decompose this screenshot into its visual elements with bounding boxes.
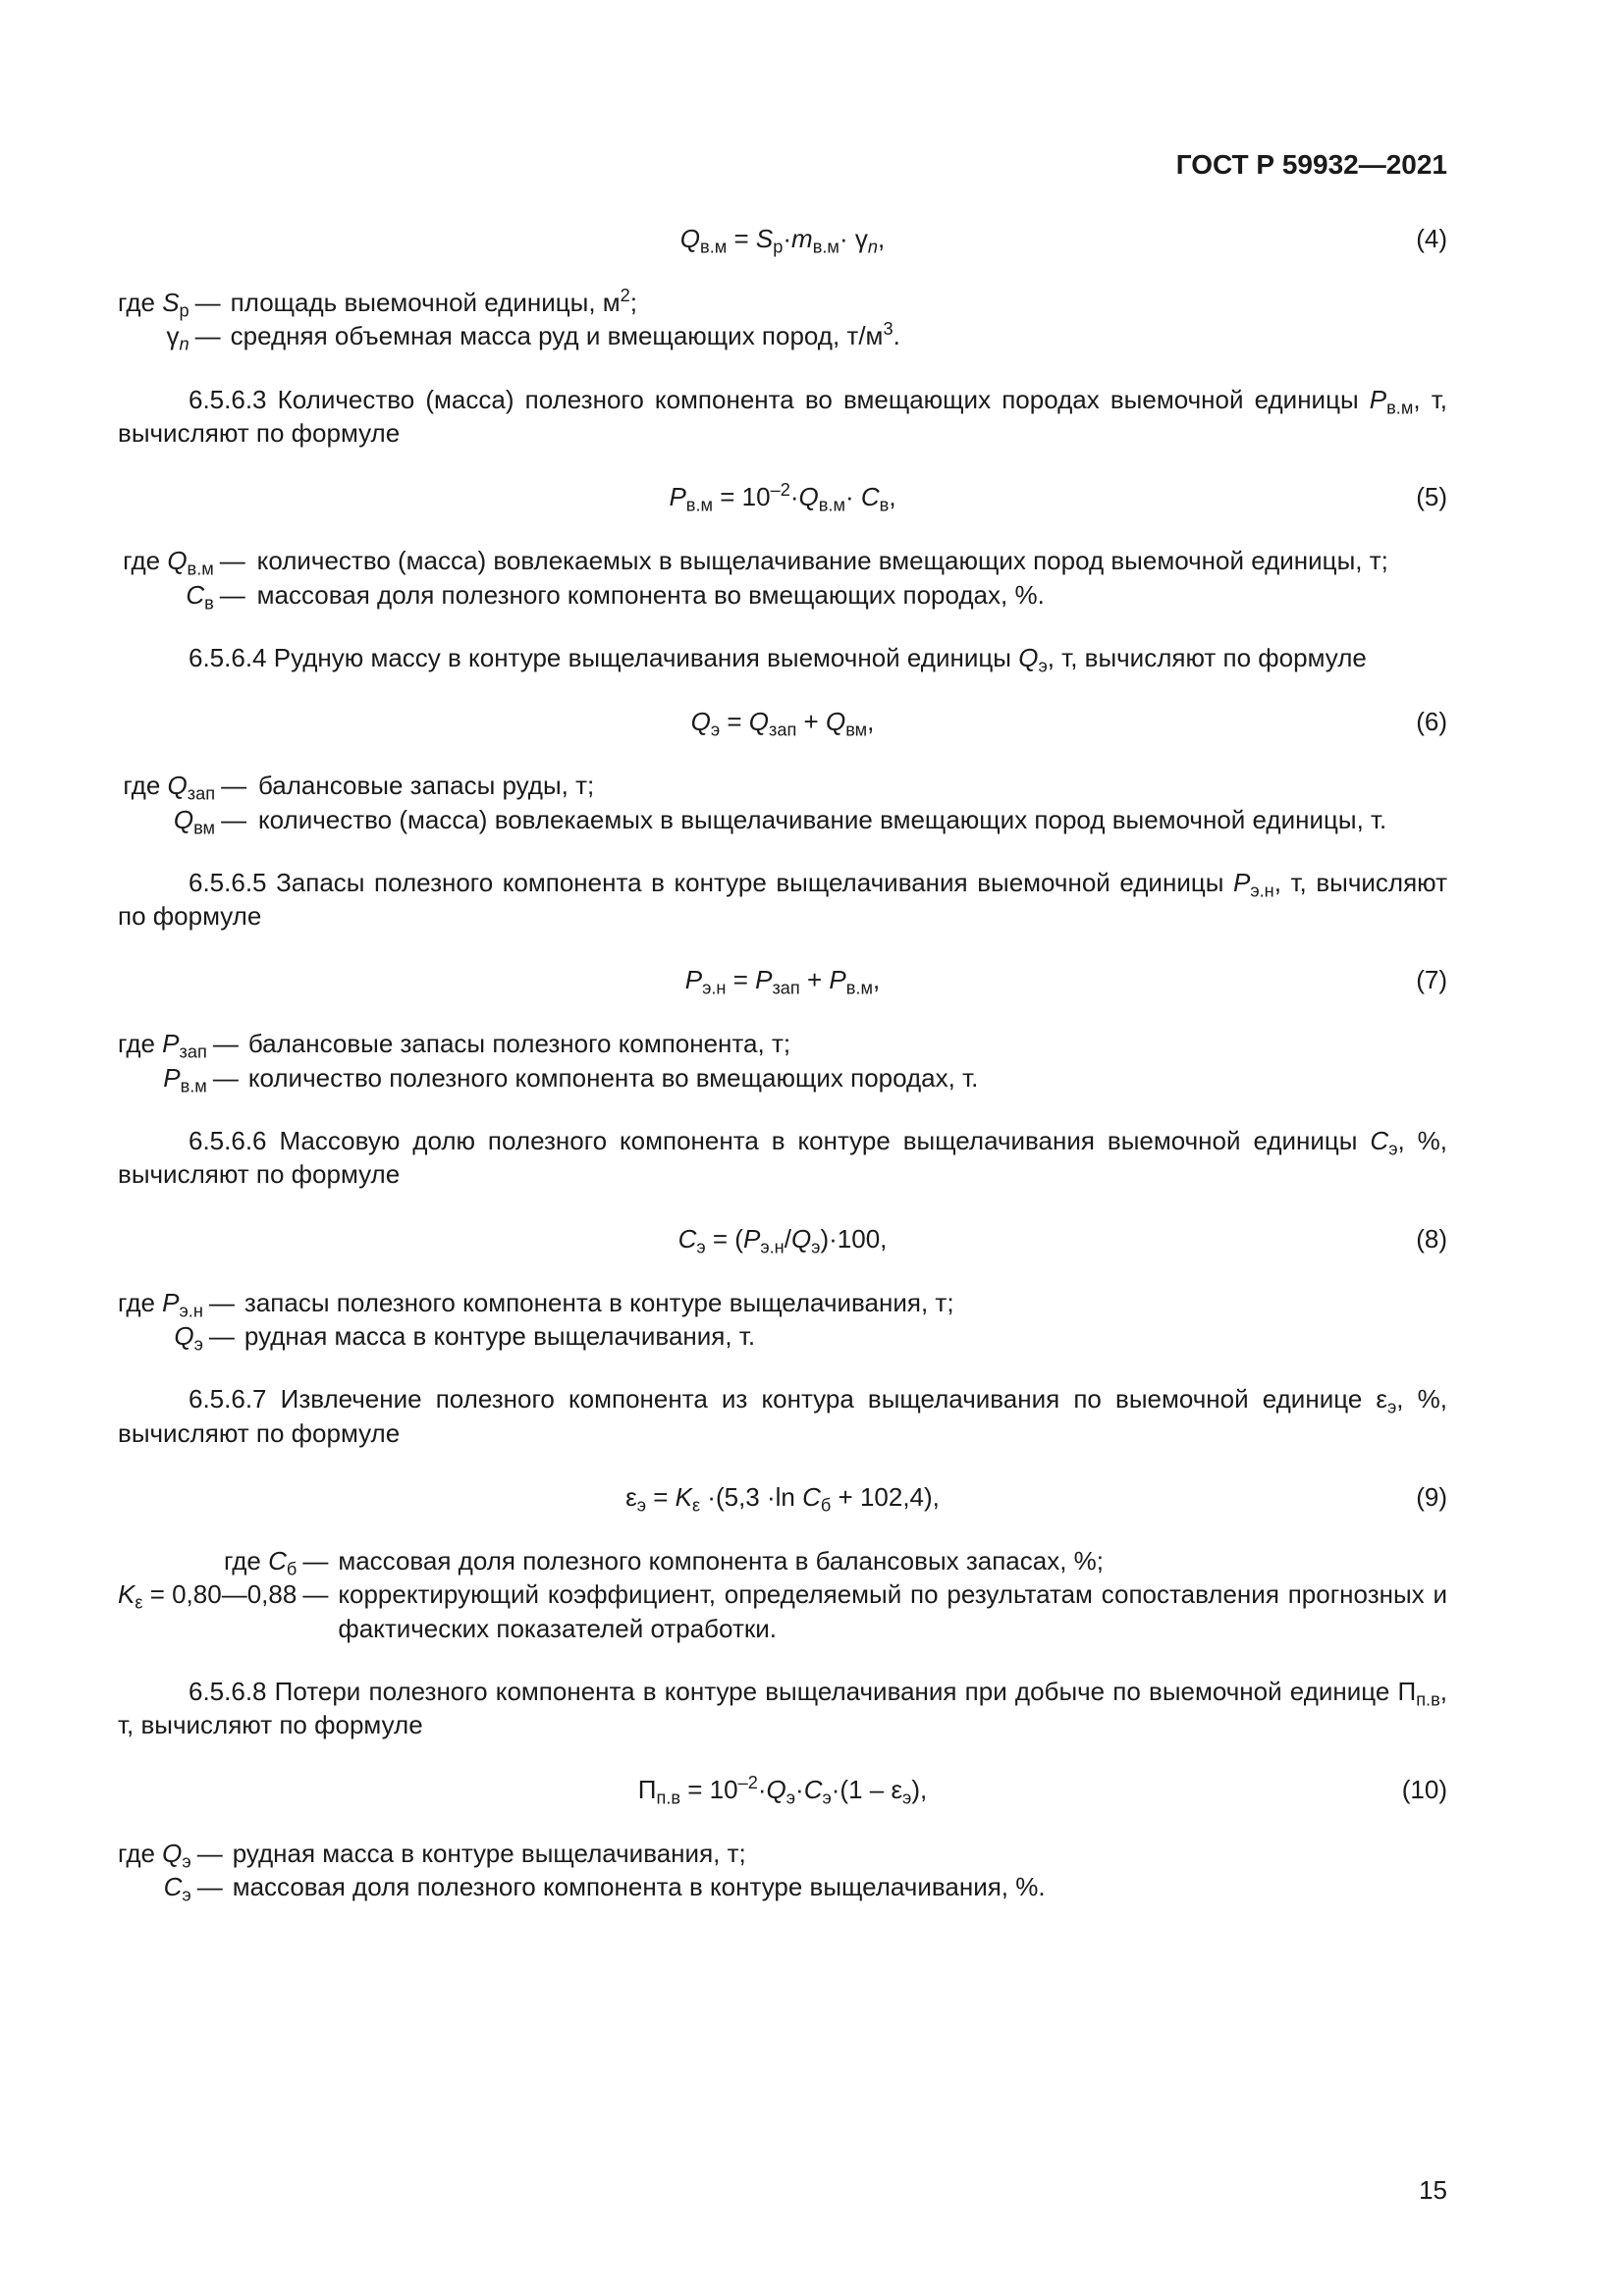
definitions-9: где $C_б$ — массовая доля полезного компонента в балансовых запасах, %; $K_\varepsilon$ = 0,80—0,88 — корректирующий коэффициент, определяемый по результатам сопоставления прогнозных и фактических показателей отработки. — [118, 1544, 1447, 1645]
def-symbol-qzap: где $Q_{зап}$ — [123, 771, 216, 804]
def-text-qe: рудная масса в контуре выщелачивания, т. — [244, 1321, 756, 1351]
formula-5 — [118, 479, 1447, 514]
formula-6-number: (6) — [1416, 707, 1447, 737]
def-text-qvm: количество (масса) вовлекаемых в выщелачивание вмещающих пород выемочной единицы, т; — [256, 546, 1388, 576]
def-symbol-sp: где $S_р$ — [118, 288, 189, 321]
paragraph-6-5-6-5: 6.5.6.5 Запасы полезного компонента в контуре выщелачивания выемочной единицы $P_{э.н}$, т, вычисляют по формуле — [118, 867, 1447, 932]
def-text-pen: запасы полезного компонента в контуре выщелачивания, т; — [244, 1287, 954, 1317]
definitions-6: где $Q_{зап}$ — балансовые запасы руды, т; $Q_{вм}$ — количество (масса) вовлекаемых в выщелачивание вмещающих пород выемочной единицы, т. — [118, 769, 1447, 836]
formula-6-expression: $Q_э = Q_{зап} + Q_{вм}$, — [690, 707, 875, 740]
def-symbol-qvm2: $Q_{вм}$ — [173, 804, 216, 837]
formula-6 — [118, 704, 1447, 739]
definitions-5: где $Q_{в.м}$ — количество (масса) вовлекаемых в выщелачивание вмещающих пород выемочной единицы, т; $C_в$ — массовая доля полезного компонента во вмещающих породах, %. — [118, 544, 1447, 612]
def-symbol-ce: $C_э$ — [163, 1871, 191, 1905]
def-text-k: корректирующий коэффициент, определяемый по результатам сопоставления прогнозных и фактических показателей отработки. — [338, 1579, 1447, 1643]
def-symbol-pen: где $P_{э.н}$ — [118, 1287, 203, 1321]
formula-7-expression: $P_{э.н} = P_{зап} + P_{в.м}$, — [684, 965, 881, 998]
def-text-cv: массовая доля полезного компонента во вмещающих породах, %. — [256, 579, 1045, 610]
def-text-ce: массовая доля полезного компонента в контуре выщелачивания, %. — [232, 1871, 1046, 1901]
def-text-gamma: средняя объемная масса руд и вмещающих пород, $т/м^3$. — [230, 319, 900, 351]
def-symbol-qe2: где $Q_э$ — [118, 1838, 191, 1871]
def-text-qzap: балансовые запасы руды, т; — [257, 771, 595, 801]
formula-5-number: (5) — [1416, 482, 1447, 512]
formula-8-expression: $C_э = (P_{э.н}/Q_э)\cdot 100$, — [677, 1223, 888, 1257]
def-symbol-qe: $Q_э$ — [174, 1321, 203, 1355]
formula-4-number: (4) — [1416, 224, 1447, 253]
def-symbol-gamma: $\gamma_n$ — [166, 321, 189, 354]
definitions-10: где $Q_э$ — рудная масса в контуре выщелачивания, т; $C_э$ — массовая доля полезного компонента в контуре выщелачивания, %. — [118, 1838, 1046, 1905]
def-text-cb: массовая доля полезного компонента в балансовых запасах, %; — [338, 1545, 1105, 1575]
definitions-7: где $P_{зап}$ — балансовые запасы полезного компонента, т; $P_{в.м}$ — количество полезного компонента во вмещающих породах, т. — [118, 1029, 979, 1096]
definitions-8: где $P_{э.н}$ — запасы полезного компонента в контуре выщелачивания, т; $Q_э$ — рудная масса в контуре выщелачивания, т. — [118, 1287, 954, 1355]
formula-9-number: (9) — [1416, 1481, 1447, 1512]
formula-4-expression: $Q_{в.м} = S_р\cdot m_{в.м}\cdot \gamma_n$, — [679, 224, 886, 257]
def-symbol-pvm: $P_{в.м}$ — [163, 1062, 207, 1096]
def-symbol-cv: $C_в$ — [186, 579, 214, 614]
page-number: 15 — [1419, 2175, 1447, 2205]
formula-8-number: (8) — [1416, 1223, 1447, 1254]
formula-5-expression: $P_{в.м} = 10^{-2}\cdot Q_{в.м}\cdot C_в$, — [669, 480, 896, 515]
paragraph-6-5-6-8: 6.5.6.8 Потери полезного компонента в контуре выщелачивания при добыче по выемочной единице $П_{п.в}$, т, вычисляют по формуле — [118, 1676, 1447, 1740]
def-symbol-k: $K_\varepsilon$ = 0,80—0,88 — [118, 1579, 298, 1613]
def-text-pzap: балансовые запасы полезного компонента, т; — [247, 1029, 791, 1059]
formula-9 — [118, 1479, 1447, 1515]
page-content — [118, 221, 1447, 1933]
formula-4 — [118, 221, 1447, 256]
formula-10-expression: $П_{п.в} = 10^{-2}\cdot Q_э\cdot C_э\cdot(1 - \varepsilon_э)$, — [637, 1772, 928, 1807]
formula-7 — [118, 962, 1447, 997]
formula-9-expression: $\varepsilon_э = K_\varepsilon \cdot(5,3 \cdot\ln$ $C_б + 102,4$), — [625, 1481, 940, 1516]
formula-10-number: (10) — [1401, 1774, 1447, 1804]
def-symbol-qvm: где $Q_{в.м}$ — [123, 546, 214, 579]
def-symbol-cb: где $C_б$ — [223, 1545, 298, 1579]
formula-10 — [118, 1772, 1447, 1807]
formula-8 — [118, 1221, 1447, 1256]
document-header: ГОСТ Р 59932—2021 — [1175, 149, 1447, 180]
paragraph-6-5-6-3: 6.5.6.3 Количество (масса) полезного компонента во вмещающих породах выемочной единицы $P_{в.м}$, т, вычисляют по формуле — [118, 384, 1447, 448]
def-symbol-pzap: где $P_{зап}$ — [118, 1029, 207, 1062]
formula-7-number: (7) — [1416, 965, 1447, 995]
def-text-qe2: рудная масса в контуре выщелачивания, т; — [232, 1838, 746, 1868]
def-text-qvm2: количество (масса) вовлекаемых в выщелачивание вмещающих пород выемочной единицы, т. — [257, 804, 1387, 834]
paragraph-6-5-6-4: 6.5.6.4 Рудную массу в контуре выщелачивания выемочной единицы $Q_э$, т, вычисляют по формуле — [189, 642, 1367, 676]
paragraph-6-5-6-7: 6.5.6.7 Извлечение полезного компонента из контура выщелачивания по выемочной единице $\varepsilon_э$, %, вычисляют по формуле — [118, 1384, 1447, 1448]
paragraph-6-5-6-6: 6.5.6.6 Массовую долю полезного компонента в контуре выщелачивания выемочной единицы $C_э$, %, вычисляют по формуле — [118, 1126, 1447, 1190]
def-text-sp: площадь выемочной единицы, $м^2$; — [230, 286, 638, 317]
definitions-4: где $S_р$ — площадь выемочной единицы, $м^2$; $\gamma_n$ — средняя объемная масса руд и вмещающих пород, $т/м^3$. — [118, 286, 900, 354]
def-text-pvm: количество полезного компонента во вмещающих породах, т. — [247, 1062, 979, 1093]
